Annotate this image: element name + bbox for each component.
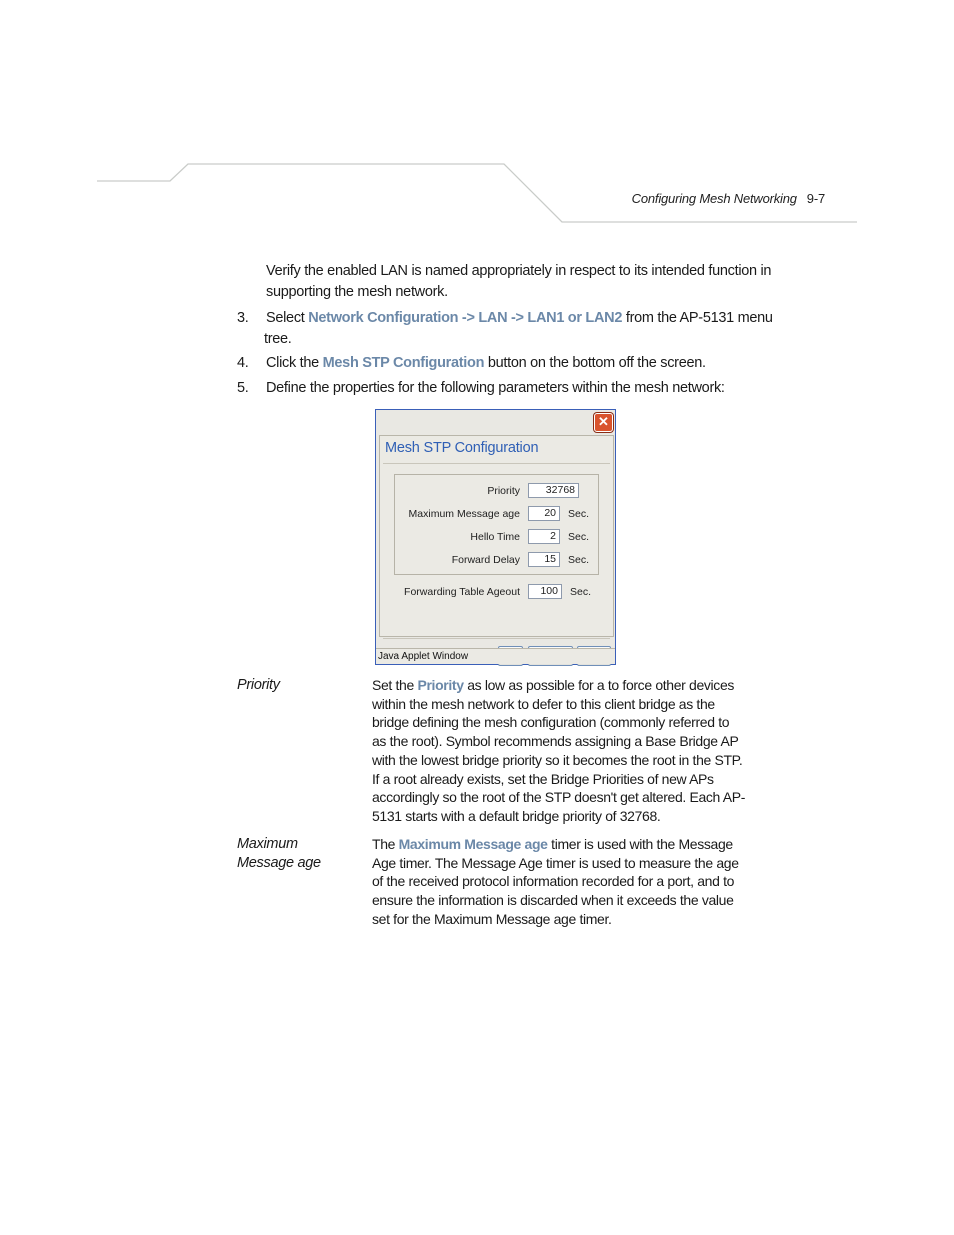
step-text: from the AP-5131 menu: [622, 310, 773, 326]
intro-paragraph: Verify the enabled LAN is named appropriately in respect to its intended function in supporting the mesh network.: [266, 263, 772, 300]
hello-time-row: [395, 529, 520, 546]
applet-status-bar: Java Applet Window: [376, 648, 615, 664]
ageout-row: [380, 584, 520, 601]
forward-delay-label: Forward Delay: [451, 554, 520, 566]
definition-term: Maximum Message age: [237, 836, 321, 871]
definition-text: [372, 676, 746, 826]
forward-delay-input[interactable]: 15: [528, 552, 560, 567]
priority-label: Priority: [487, 485, 520, 497]
section-title: Configuring Mesh Networking: [631, 191, 797, 206]
def-highlight: Maximum Message age: [398, 836, 548, 852]
divider: [383, 463, 610, 464]
button-reference: Mesh STP Configuration: [322, 355, 485, 371]
def-text: timer is used with the Message Age timer. The Message Age timer is used to measure the age of the received protocol information recorded for a port, and to ensure the information is discarded when it exceeds the value set for the Maximum Message age timer.: [372, 836, 739, 927]
priority-row: [395, 483, 520, 500]
step-number: 5.: [237, 380, 249, 396]
definition-text: [372, 835, 746, 929]
max-message-age-row: [395, 506, 520, 523]
step-3: [237, 308, 807, 350]
ageout-label: Forwarding Table Ageout: [404, 586, 520, 598]
running-header: [560, 191, 825, 206]
step-5: [237, 378, 807, 399]
hello-time-unit: Sec.: [568, 531, 590, 543]
step-text: Select: [266, 310, 309, 326]
step-number: 4.: [237, 355, 249, 371]
max-message-age-unit: Sec.: [568, 508, 590, 520]
def-text: as low as possible for a to force other devices within the mesh network to defer to this client bridge as the bridge defining the mesh configuration (commonly referred to as the root). Symbol recommends assigning a Base Bridge AP with the lowest bridge priority so it becomes the root in the STP. If a root already exists, set the Bridge Priorities of new APs accordingly so the root of the STP doesn't get altered. Each AP-5131 starts with a default bridge priority of 32768.: [372, 677, 746, 824]
stp-parameters-group: [394, 474, 599, 575]
dialog-title: Mesh STP Configuration: [385, 440, 539, 456]
close-icon[interactable]: ✕: [594, 413, 613, 432]
menu-path: Network Configuration -> LAN -> LAN1 or LAN2: [308, 310, 623, 326]
def-text: The: [372, 836, 399, 852]
ageout-input[interactable]: 100: [528, 584, 562, 599]
ageout-unit: Sec.: [570, 586, 592, 598]
priority-input[interactable]: 32768: [528, 483, 579, 498]
hello-time-label: Hello Time: [470, 531, 520, 543]
hello-time-input[interactable]: 2: [528, 529, 560, 544]
forward-delay-row: [395, 552, 520, 569]
step-number: 3.: [237, 310, 249, 326]
def-highlight: Priority: [417, 677, 464, 693]
max-message-age-label: Maximum Message age: [408, 508, 520, 520]
page-number: 9-7: [806, 191, 825, 206]
def-text: Set the: [372, 677, 418, 693]
dialog-panel: [379, 435, 614, 637]
step-4: [237, 353, 807, 374]
step-text: Click the: [266, 355, 323, 371]
mesh-stp-dialog: [375, 409, 616, 665]
step-text: Define the properties for the following parameters within the mesh network:: [266, 380, 725, 396]
max-message-age-input[interactable]: 20: [528, 506, 560, 521]
step-text: button on the bottom off the screen.: [484, 355, 706, 371]
divider: [383, 638, 610, 639]
forward-delay-unit: Sec.: [568, 554, 590, 566]
step-text-cont: tree.: [264, 331, 292, 347]
definition-term: Priority: [237, 677, 280, 693]
